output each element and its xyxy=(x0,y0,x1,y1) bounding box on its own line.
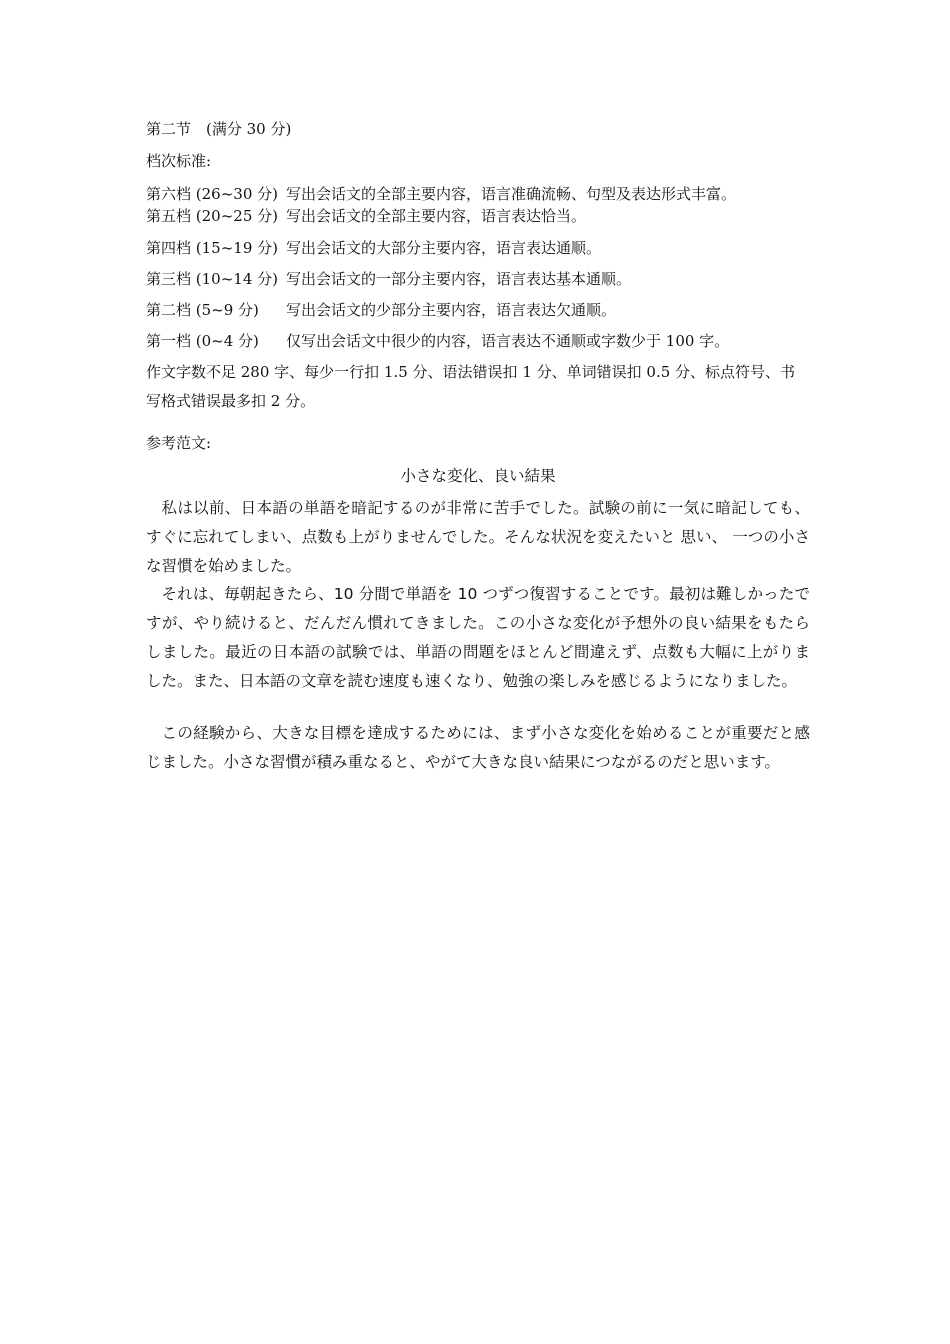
level-desc: 写出会话文的一部分主要内容，语言表达基本通顺。 xyxy=(286,270,632,288)
level-row xyxy=(146,205,586,226)
level-head: 第一档 (0~4 分) xyxy=(146,332,259,350)
essay-paragraph: 私は以前、日本語の単語を暗記するのが非常に苦手でした。試験の前に一気に暗記しても、すぐに忘れてしまい、点数も上がりませんでした。そんな状況を変えたいと 思い、 一つの小さな習慣を始めました。 xyxy=(146,499,810,575)
level-head: 第四档 (15~19 分) xyxy=(146,239,278,257)
level-desc: 写出会话文的大部分主要内容，语言表达通顺。 xyxy=(286,239,602,257)
essay-paragraph: この経験から、大きな目標を達成するためには、まず小さな変化を始めることが重要だと感じました。小さな習慣が積み重なると、やがて大きな良い結果につながるのだと思います。 xyxy=(146,724,810,771)
level-row xyxy=(146,183,736,204)
essay-title: 小さな変化、良い結果 xyxy=(400,467,556,485)
level-head: 第六档 (26~30 分) xyxy=(146,185,278,203)
criteria-label: 档次标准: xyxy=(146,152,212,170)
level-row xyxy=(146,268,631,289)
reference-label: 参考范文: xyxy=(146,434,212,452)
level-head: 第五档 (20~25 分) xyxy=(146,207,278,225)
essay-paragraph: それは、毎朝起きたら、10 分間で単語を 10 つずつ復習することです。最初は難しかったですが、やり続けると、だんだん慣れてきました。この小さな変化が予想外の良い結果をもたらしました。最近の日本語の試験では、単語の問題をほとんど間違えず、点数も大幅に上がりました。また、日本語の文章を読む速度も速くなり、勉強の楽しみを感じるようになりました。 xyxy=(146,585,810,690)
level-desc: 写出会话文的少部分主要内容，语言表达欠通顺。 xyxy=(286,301,617,319)
level-desc: 写出会话文的全部主要内容，语言准确流畅、句型及表达形式丰富。 xyxy=(286,185,737,203)
level-head: 第二档 (5~9 分) xyxy=(146,301,259,319)
level-desc: 仅写出会话文中很少的内容，语言表达不通顺或字数少于 100 字。 xyxy=(286,332,730,350)
section-title: 第二节 (满分 30 分) xyxy=(146,120,292,138)
level-row xyxy=(146,299,616,320)
level-row xyxy=(146,330,729,351)
level-row xyxy=(146,237,601,258)
deduction-note: 作文字数不足 280 字、每少一行扣 1.5 分、语法错误扣 1 分、单词错误扣 0.5 分、标点符号、书写格式错误最多扣 2 分。 xyxy=(146,363,796,410)
level-head: 第三档 (10~14 分) xyxy=(146,270,278,288)
level-desc: 写出会话文的全部主要内容，语言表达恰当。 xyxy=(286,207,587,225)
